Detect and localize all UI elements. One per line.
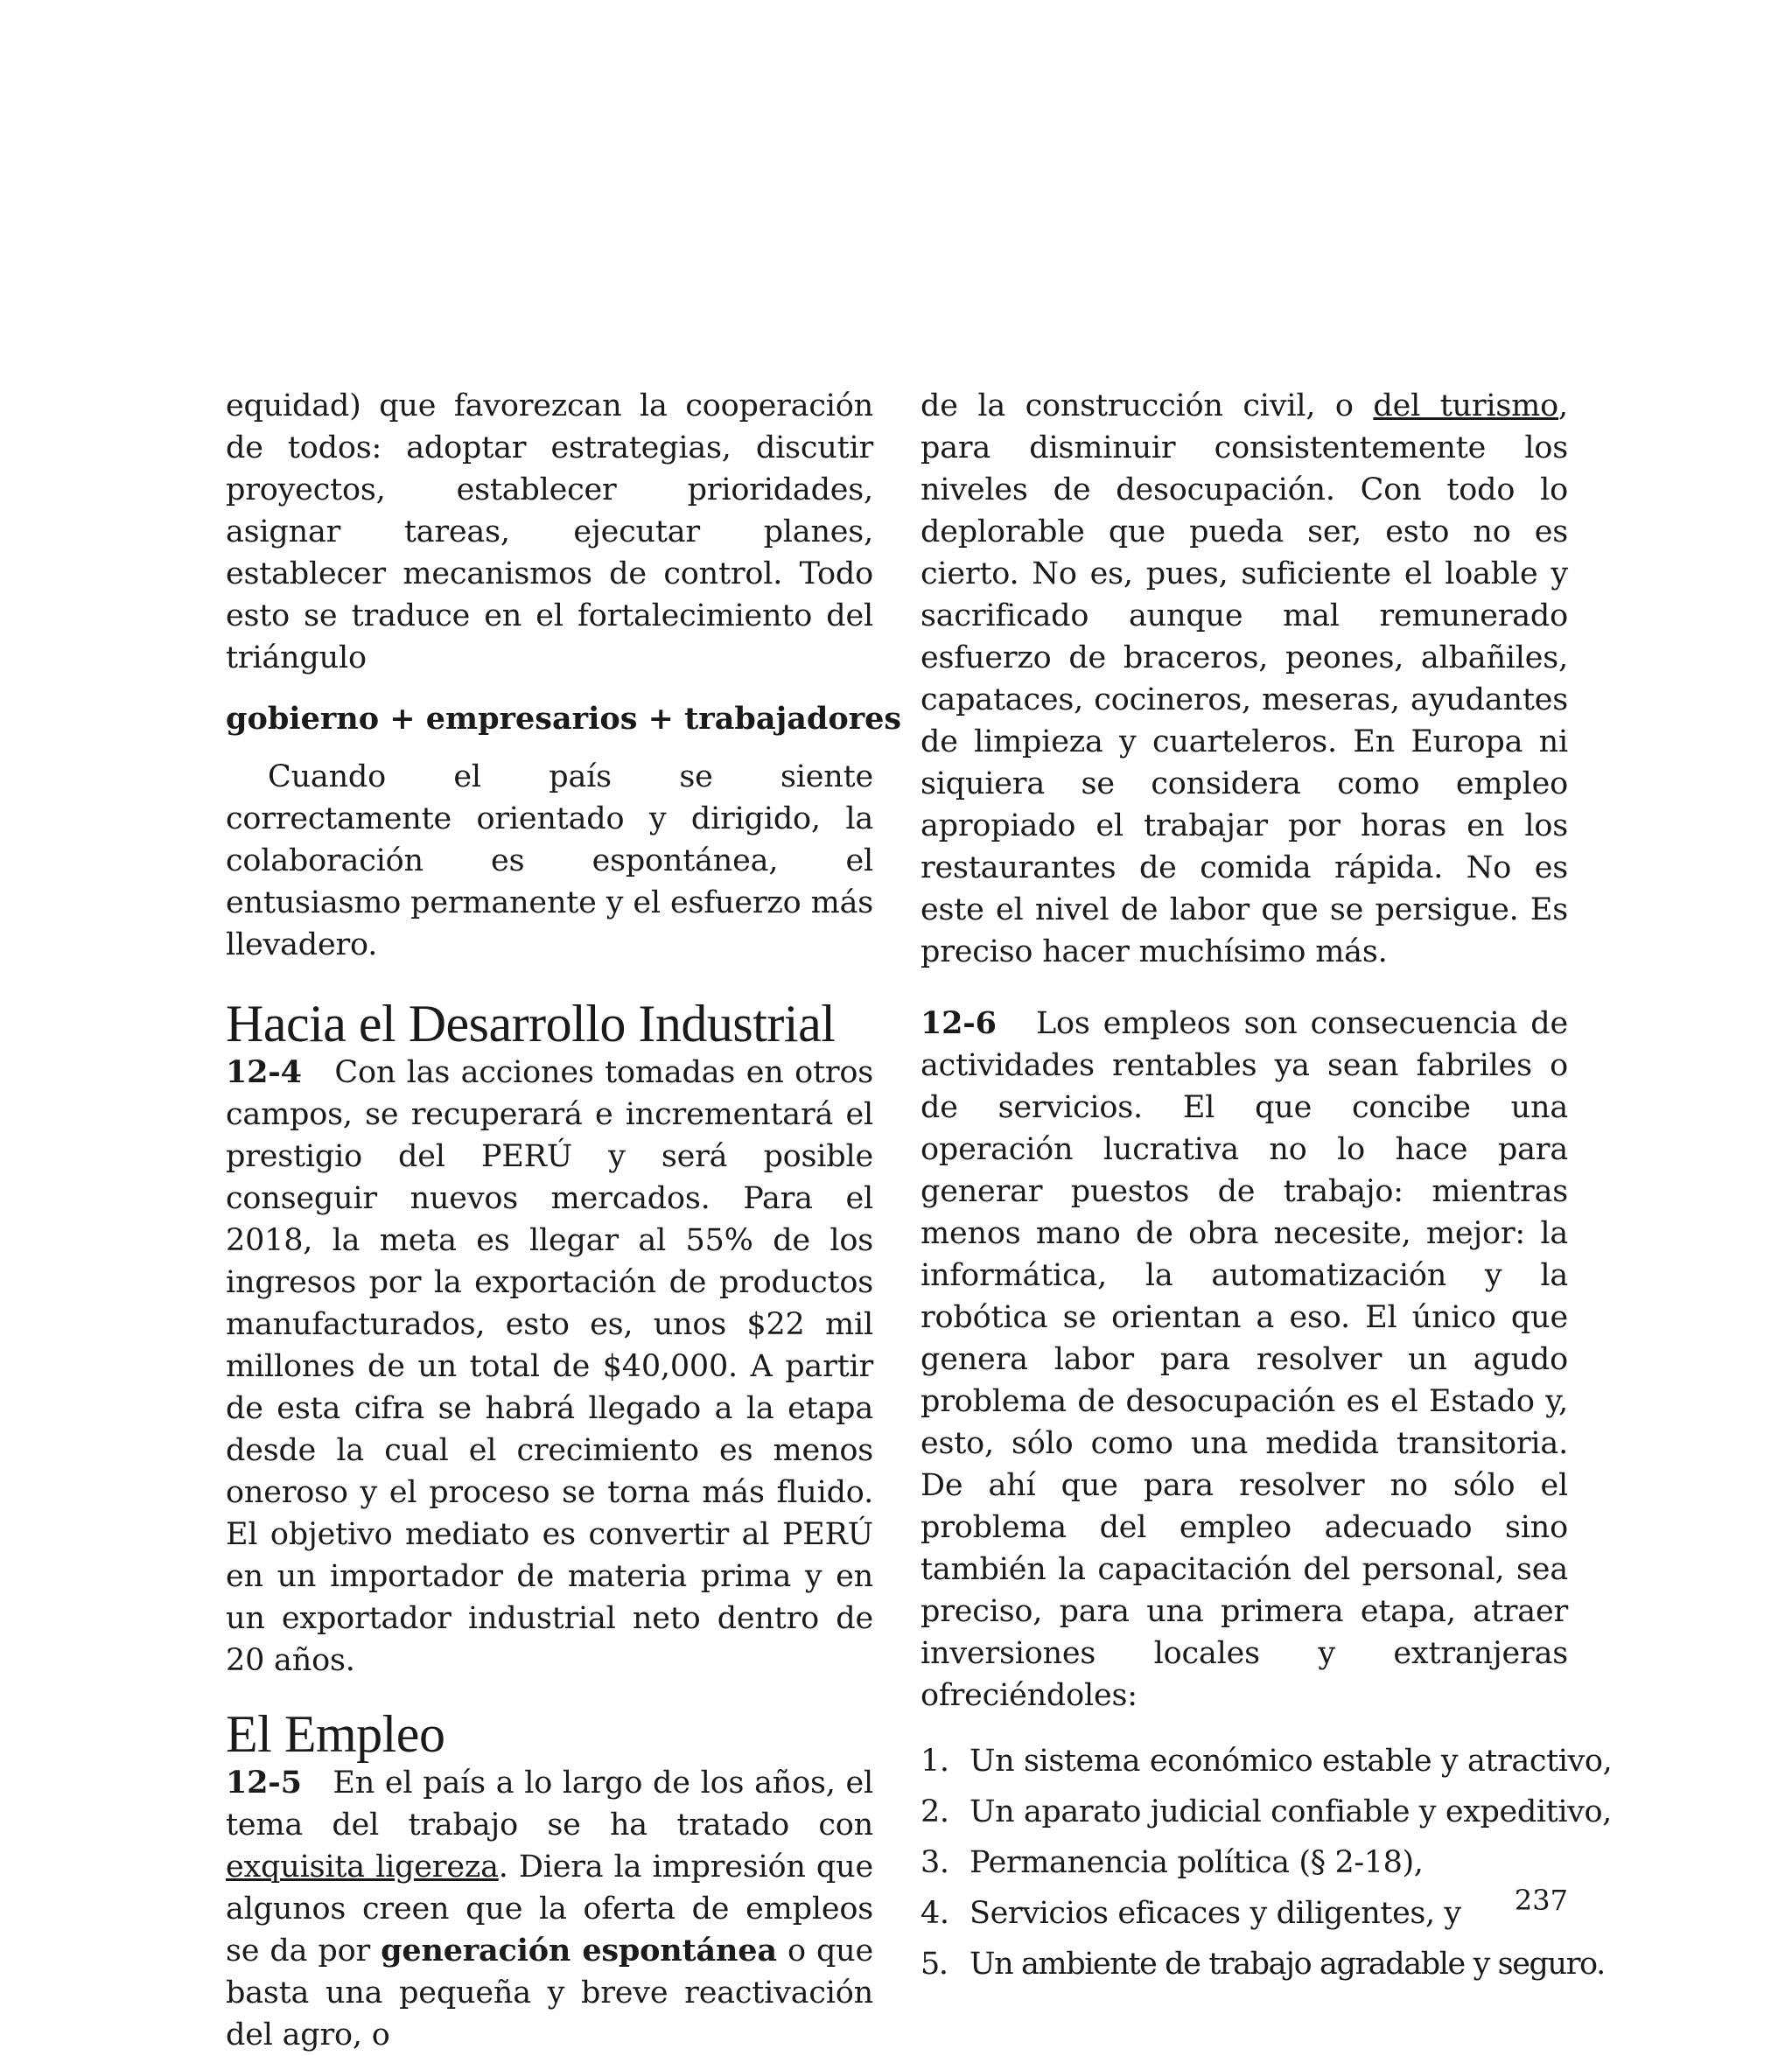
right-column bbox=[920, 385, 1613, 1990]
section-text: En el país a lo largo de los años, el tema del trabajo se ha tratado con bbox=[226, 1766, 874, 1843]
paragraph-cuando: Cuando el país se siente correctamente orientado y dirigido, la colaboración es espontánea, el entusiasmo permanente y el esfuerzo más llevadero. bbox=[226, 759, 873, 962]
triangle-formula: gobierno + empresarios + trabajadores bbox=[226, 701, 902, 737]
section-12-5 bbox=[226, 1762, 873, 2056]
list-text: Un aparato judicial confiable y expeditivo, bbox=[970, 1794, 1612, 1829]
section-text: Con las acciones tomadas en otros campos, se recuperará e incrementará el prestigio del PERÚ y será posible conseguir nuevos mercados. Para el 2018, la meta es llegar al 55% de los ingresos por la exportación de productos manufacturados, esto es, unos $22 mil millones de un total de $40,000. A partir de esta cifra se habrá llegado a la etapa desde la cual el crecimiento es menos oneroso y el proceso se torna más fluido. El objetivo mediato es convertir al PERÚ en un importador de materia prima y en un exportador industrial neto dentro de 20 años. bbox=[226, 1055, 873, 1678]
list-number: 5. bbox=[920, 1947, 948, 1982]
conditions-list bbox=[920, 1736, 1613, 1990]
section-text: Los empleos son consecuencia de actividades rentables ya sean fabriles o de servicios. El que concibe una operación lucrativa no lo hace para generar puestos de trabajo: mientras menos mano de obra necesite, mejor: la informática, la automatización y la robótica se orientan a eso. El único que genera labor para resolver un agudo problema de desocupación es el Estado y, esto, sólo como una medida transitoria. De ahí que para resolver no sólo el problema del empleo adecuado sino también la capacitación del personal, sea preciso, para una primera etapa, atraer inversiones locales y extranjeras ofreciéndoles: bbox=[920, 1006, 1568, 1713]
bold-phrase: generación espontánea bbox=[381, 1933, 777, 1969]
underlined-phrase: exquisita ligereza bbox=[226, 1850, 499, 1885]
left-column bbox=[226, 385, 902, 2056]
list-item bbox=[920, 1888, 1568, 1939]
underlined-phrase: del turismo bbox=[1373, 388, 1559, 423]
section-number: 12-5 bbox=[226, 1765, 302, 1801]
list-item bbox=[920, 1939, 1605, 1990]
paragraph-text: de la construcción civil, o bbox=[920, 388, 1354, 423]
page-number: 237 bbox=[1514, 1884, 1568, 1917]
list-item bbox=[920, 1837, 1568, 1888]
section-12-4 bbox=[226, 1052, 873, 1682]
section-text: . Diera la impresión que algunos creen que la oferta de empleos se da por bbox=[226, 1850, 873, 1969]
list-text: Permanencia política (§ 2-18), bbox=[970, 1845, 1424, 1880]
paragraph-text: , para disminuir consistentemente los niveles de desocupación. Con todo lo deplorable que pueda ser, esto no es cierto. No es, pues, suficiente el loable y sacrificado aunque mal remunerado esfuerzo de braceros, peones, albañiles, capataces, cocineros, meseras, ayudantes de limpieza y cuarteleros. En Europa ni siquiera se considera como empleo apropiado el trabajar por horas en los restaurantes de comida rápida. No es este el nivel de labor que se persigue. Es preciso hacer muchísimo más. bbox=[920, 388, 1568, 969]
section-number: 12-6 bbox=[920, 1005, 997, 1041]
list-number: 2. bbox=[920, 1794, 949, 1829]
list-text: Un ambiente de trabajo agradable y seguro. bbox=[970, 1947, 1605, 1982]
heading-desarrollo-industrial: Hacia el Desarrollo Industrial bbox=[226, 995, 836, 1052]
paragraph-continued-right bbox=[920, 385, 1568, 973]
list-text: Servicios eficaces y diligentes, y bbox=[970, 1896, 1461, 1931]
heading-empleo: El Empleo bbox=[226, 1705, 445, 1763]
list-item bbox=[920, 1787, 1612, 1837]
section-text: o que basta una pequeña y breve reactivación del agro, o bbox=[226, 1934, 873, 2053]
list-number: 3. bbox=[920, 1845, 949, 1880]
list-text: Un sistema económico estable y atractivo, bbox=[970, 1744, 1613, 1779]
paragraph-continued: equidad) que favorezcan la cooperación de todos: adoptar estrategias, discutir proyectos, establecer prioridades, asignar tareas, ejecutar planes, establecer mecanismos de control. Todo esto se traduce en el fortalecimiento del triángulo bbox=[226, 388, 873, 675]
list-number: 1. bbox=[920, 1744, 949, 1779]
list-item bbox=[920, 1736, 1613, 1787]
section-number: 12-4 bbox=[226, 1054, 302, 1090]
section-12-6 bbox=[920, 1003, 1568, 1717]
list-number: 4. bbox=[920, 1896, 949, 1931]
